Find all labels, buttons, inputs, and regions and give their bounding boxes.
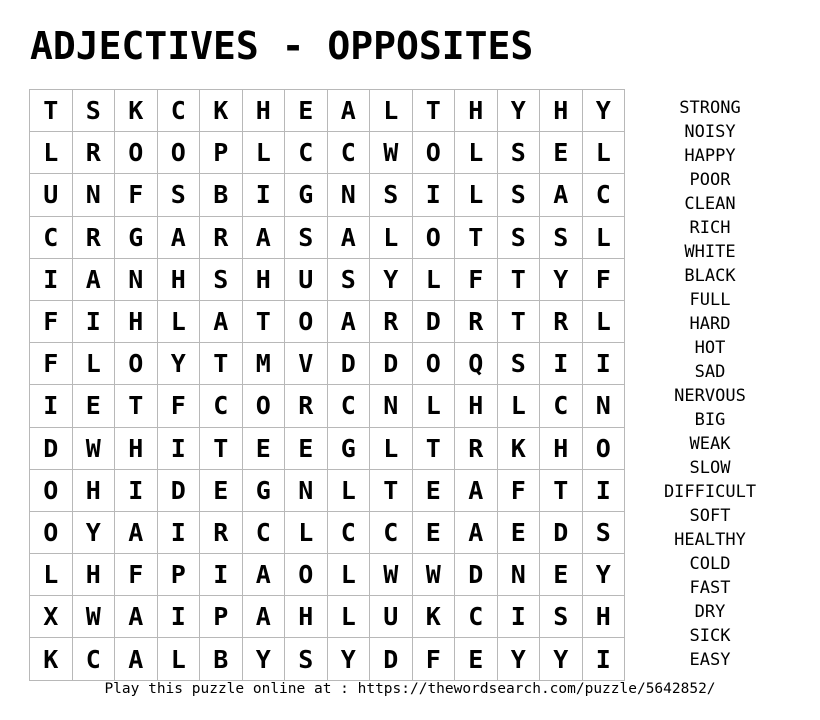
grid-cell: K [30, 638, 73, 680]
grid-cell: C [540, 385, 583, 427]
grid-cell: Y [540, 638, 583, 680]
grid-cell: A [327, 300, 370, 342]
grid-cell: L [455, 132, 498, 174]
grid-row [30, 258, 625, 300]
grid-cell: S [540, 596, 583, 638]
grid-cell: F [412, 638, 455, 680]
grid-cell: I [157, 596, 200, 638]
word-list-item: FAST [689, 578, 731, 598]
letter-grid [29, 89, 625, 681]
grid-cell: L [582, 216, 625, 258]
grid-row [30, 638, 625, 680]
grid-cell: L [582, 132, 625, 174]
grid-cell: W [72, 596, 115, 638]
grid-cell: D [412, 300, 455, 342]
grid-cell: T [455, 216, 498, 258]
grid-cell: U [285, 258, 328, 300]
grid-cell: C [327, 511, 370, 553]
grid-cell: Y [72, 511, 115, 553]
grid-cell: I [242, 174, 285, 216]
grid-cell: Q [455, 343, 498, 385]
grid-cell: E [540, 554, 583, 596]
grid-cell: A [242, 554, 285, 596]
grid-cell: L [242, 132, 285, 174]
grid-cell: S [285, 216, 328, 258]
word-list-item: SOFT [689, 506, 731, 526]
grid-cell: P [200, 596, 243, 638]
grid-cell: R [200, 511, 243, 553]
grid-cell: T [30, 90, 73, 132]
grid-cell: N [370, 385, 413, 427]
grid-row [30, 216, 625, 258]
grid-cell: R [72, 132, 115, 174]
grid-cell: A [242, 216, 285, 258]
grid-cell: H [455, 90, 498, 132]
grid-row [30, 300, 625, 342]
grid-cell: F [115, 174, 158, 216]
grid-row [30, 511, 625, 553]
grid-cell: I [582, 469, 625, 511]
grid-cell: L [30, 554, 73, 596]
grid-cell: F [30, 343, 73, 385]
grid-cell: S [370, 174, 413, 216]
grid-cell: L [157, 638, 200, 680]
word-list-item: SLOW [689, 458, 731, 478]
word-list-item: RICH [689, 218, 731, 238]
grid-cell: A [157, 216, 200, 258]
grid-cell: B [200, 174, 243, 216]
grid-cell: A [242, 596, 285, 638]
grid-cell: I [30, 385, 73, 427]
grid-cell: L [412, 385, 455, 427]
grid-cell: W [370, 554, 413, 596]
word-list-item: DRY [694, 602, 726, 622]
grid-cell: N [72, 174, 115, 216]
word-list-item: BIG [694, 410, 726, 430]
grid-cell: L [327, 469, 370, 511]
grid-cell: H [115, 427, 158, 469]
grid-cell: G [285, 174, 328, 216]
grid-row [30, 554, 625, 596]
word-list-item: HOT [694, 338, 726, 358]
grid-cell: W [412, 554, 455, 596]
word-list-item: HAPPY [684, 146, 736, 166]
grid-cell: A [115, 596, 158, 638]
grid-cell: W [72, 427, 115, 469]
grid-cell: H [582, 596, 625, 638]
grid-cell: H [455, 385, 498, 427]
grid-cell: R [540, 300, 583, 342]
word-list [640, 96, 780, 672]
grid-cell: A [455, 511, 498, 553]
grid-row [30, 90, 625, 132]
grid-cell: V [285, 343, 328, 385]
grid-cell: A [115, 638, 158, 680]
grid-cell: L [157, 300, 200, 342]
grid-cell: T [115, 385, 158, 427]
word-list-item: HEALTHY [674, 530, 746, 550]
grid-cell: E [497, 511, 540, 553]
grid-row [30, 385, 625, 427]
grid-cell: R [370, 300, 413, 342]
grid-cell: C [242, 511, 285, 553]
grid-row [30, 469, 625, 511]
grid-cell: C [327, 132, 370, 174]
grid-cell: D [157, 469, 200, 511]
word-list-item: NOISY [684, 122, 736, 142]
grid-cell: Y [497, 90, 540, 132]
grid-cell: H [157, 258, 200, 300]
grid-cell: I [157, 427, 200, 469]
word-list-item: WHITE [684, 242, 736, 262]
grid-cell: Y [242, 638, 285, 680]
grid-cell: I [412, 174, 455, 216]
grid-cell: G [242, 469, 285, 511]
grid-cell: S [582, 511, 625, 553]
grid-cell: C [157, 90, 200, 132]
grid-cell: I [497, 596, 540, 638]
grid-cell: S [327, 258, 370, 300]
letter-grid-body [30, 90, 625, 681]
grid-cell: X [30, 596, 73, 638]
grid-cell: O [412, 216, 455, 258]
word-list-item: BLACK [684, 266, 736, 286]
grid-cell: T [200, 343, 243, 385]
grid-cell: T [370, 469, 413, 511]
grid-cell: A [72, 258, 115, 300]
grid-cell: H [242, 90, 285, 132]
grid-cell: Y [582, 90, 625, 132]
grid-cell: T [540, 469, 583, 511]
word-list-item: SICK [689, 626, 731, 646]
grid-cell: C [370, 511, 413, 553]
grid-cell: I [157, 511, 200, 553]
grid-cell: C [582, 174, 625, 216]
grid-cell: I [540, 343, 583, 385]
grid-cell: A [200, 300, 243, 342]
word-list-item: STRONG [679, 98, 741, 118]
grid-cell: S [285, 638, 328, 680]
grid-cell: U [370, 596, 413, 638]
grid-cell: T [412, 427, 455, 469]
footer-link-text: Play this puzzle online at : https://thewordsearch.com/puzzle/5642852/ [104, 681, 716, 697]
word-list-item: SAD [694, 362, 726, 382]
word-list-item: COLD [689, 554, 731, 574]
grid-cell: Y [157, 343, 200, 385]
grid-cell: O [582, 427, 625, 469]
grid-cell: C [72, 638, 115, 680]
word-list-item: POOR [689, 170, 731, 190]
grid-cell: K [497, 427, 540, 469]
word-list-item: NERVOUS [674, 386, 746, 406]
grid-row [30, 132, 625, 174]
grid-cell: N [285, 469, 328, 511]
grid-cell: N [115, 258, 158, 300]
grid-cell: P [157, 554, 200, 596]
grid-cell: I [115, 469, 158, 511]
grid-cell: C [327, 385, 370, 427]
grid-cell: H [285, 596, 328, 638]
grid-cell: E [540, 132, 583, 174]
grid-cell: N [582, 385, 625, 427]
grid-cell: S [497, 343, 540, 385]
grid-cell: L [327, 554, 370, 596]
grid-cell: C [200, 385, 243, 427]
grid-cell: L [582, 300, 625, 342]
grid-cell: A [540, 174, 583, 216]
grid-cell: D [455, 554, 498, 596]
grid-cell: R [455, 300, 498, 342]
grid-cell: F [157, 385, 200, 427]
grid-cell: Y [370, 258, 413, 300]
grid-cell: S [497, 174, 540, 216]
grid-cell: E [200, 469, 243, 511]
grid-cell: S [72, 90, 115, 132]
grid-row [30, 343, 625, 385]
grid-cell: L [327, 596, 370, 638]
grid-cell: U [30, 174, 73, 216]
grid-cell: D [540, 511, 583, 553]
grid-cell: D [370, 343, 413, 385]
grid-cell: R [285, 385, 328, 427]
grid-cell: I [30, 258, 73, 300]
grid-cell: S [497, 216, 540, 258]
grid-cell: H [242, 258, 285, 300]
grid-cell: H [72, 469, 115, 511]
grid-cell: D [370, 638, 413, 680]
grid-cell: O [242, 385, 285, 427]
grid-cell: C [30, 216, 73, 258]
grid-cell: M [242, 343, 285, 385]
grid-cell: E [412, 469, 455, 511]
grid-cell: F [115, 554, 158, 596]
grid-cell: O [285, 300, 328, 342]
grid-cell: I [582, 343, 625, 385]
grid-cell: Y [540, 258, 583, 300]
grid-cell: F [30, 300, 73, 342]
grid-cell: L [285, 511, 328, 553]
grid-cell: K [200, 90, 243, 132]
grid-cell: L [412, 258, 455, 300]
grid-cell: B [200, 638, 243, 680]
grid-cell: P [200, 132, 243, 174]
grid-cell: E [285, 90, 328, 132]
grid-cell: H [72, 554, 115, 596]
grid-cell: O [115, 132, 158, 174]
grid-cell: S [540, 216, 583, 258]
grid-row [30, 596, 625, 638]
grid-cell: N [497, 554, 540, 596]
word-list-item: DIFFICULT [663, 482, 757, 502]
grid-cell: R [200, 216, 243, 258]
grid-cell: H [540, 427, 583, 469]
grid-cell: H [115, 300, 158, 342]
grid-cell: E [285, 427, 328, 469]
grid-cell: O [412, 343, 455, 385]
page-title: ADJECTIVES - OPPOSITES [30, 24, 534, 68]
grid-cell: A [115, 511, 158, 553]
grid-cell: I [582, 638, 625, 680]
grid-cell: F [455, 258, 498, 300]
grid-cell: T [497, 300, 540, 342]
word-list-item: WEAK [689, 434, 731, 454]
grid-cell: G [327, 427, 370, 469]
grid-cell: Y [327, 638, 370, 680]
grid-cell: D [327, 343, 370, 385]
grid-cell: A [327, 90, 370, 132]
grid-cell: O [157, 132, 200, 174]
grid-cell: A [455, 469, 498, 511]
grid-cell: E [72, 385, 115, 427]
grid-cell: W [370, 132, 413, 174]
grid-cell: A [327, 216, 370, 258]
grid-cell: R [455, 427, 498, 469]
grid-cell: H [540, 90, 583, 132]
grid-cell: L [455, 174, 498, 216]
grid-cell: L [370, 427, 413, 469]
grid-cell: O [412, 132, 455, 174]
grid-cell: N [327, 174, 370, 216]
word-list-item: CLEAN [684, 194, 736, 214]
grid-row [30, 174, 625, 216]
grid-cell: T [242, 300, 285, 342]
grid-cell: R [72, 216, 115, 258]
grid-row [30, 427, 625, 469]
grid-cell: F [497, 469, 540, 511]
grid-cell: C [285, 132, 328, 174]
grid-cell: L [30, 132, 73, 174]
word-list-item: FULL [689, 290, 731, 310]
grid-cell: T [412, 90, 455, 132]
grid-cell: K [412, 596, 455, 638]
grid-cell: L [370, 90, 413, 132]
grid-cell: L [72, 343, 115, 385]
grid-cell: D [30, 427, 73, 469]
grid-cell: E [242, 427, 285, 469]
grid-cell: O [115, 343, 158, 385]
grid-cell: L [497, 385, 540, 427]
grid-cell: E [412, 511, 455, 553]
grid-cell: S [200, 258, 243, 300]
word-list-item: EASY [689, 650, 731, 670]
word-list-item: HARD [689, 314, 731, 334]
grid-cell: Y [582, 554, 625, 596]
grid-cell: I [200, 554, 243, 596]
grid-cell: K [115, 90, 158, 132]
grid-cell: G [115, 216, 158, 258]
grid-cell: L [370, 216, 413, 258]
grid-cell: E [455, 638, 498, 680]
grid-cell: Y [497, 638, 540, 680]
grid-cell: T [497, 258, 540, 300]
grid-cell: S [157, 174, 200, 216]
grid-cell: S [497, 132, 540, 174]
grid-cell: C [455, 596, 498, 638]
grid-cell: I [72, 300, 115, 342]
grid-cell: O [285, 554, 328, 596]
grid-cell: O [30, 469, 73, 511]
grid-cell: T [200, 427, 243, 469]
grid-cell: O [30, 511, 73, 553]
grid-cell: F [582, 258, 625, 300]
